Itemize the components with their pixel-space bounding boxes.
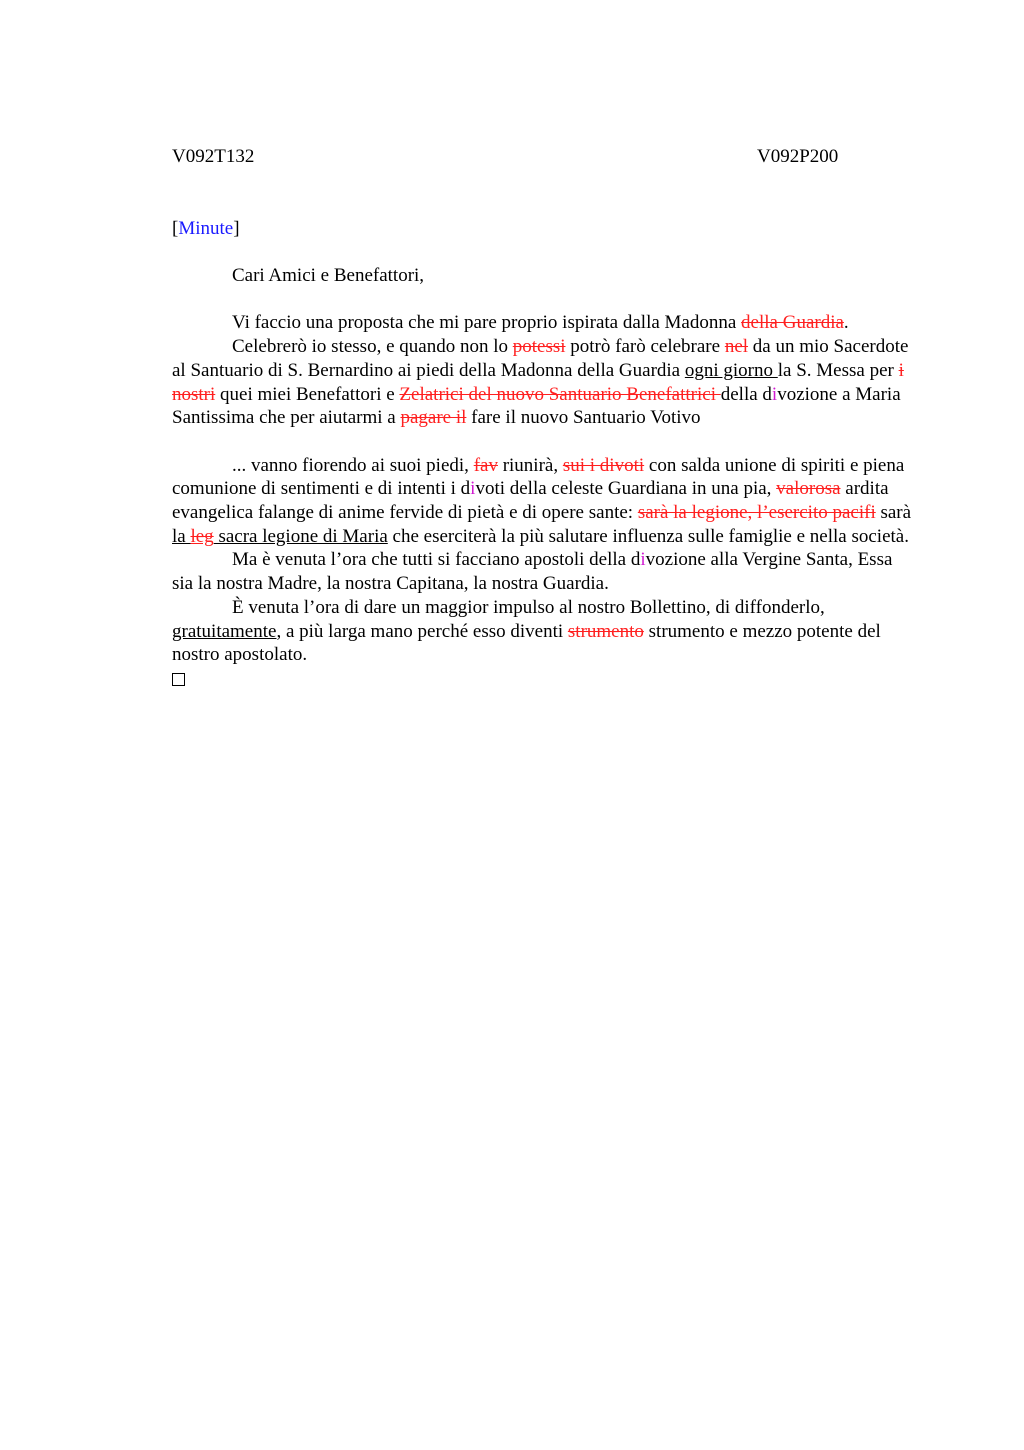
- deleted-text: pagare il: [400, 407, 467, 429]
- inserted-letter: i: [470, 478, 476, 500]
- underlined-text: sacra legione di Maria: [213, 525, 388, 547]
- text-run: ... vanno fiorendo ai suoi piedi,: [232, 454, 474, 476]
- text-run: che eserciterà la più salutare influenza sulle famiglie e nella società.: [387, 525, 909, 547]
- paragraph-4: [172, 548, 917, 595]
- text-run: strumento e mezzo potente del nostro apostolato.: [172, 620, 881, 666]
- end-marker-box: [172, 667, 917, 693]
- paragraph-2: [172, 335, 917, 430]
- underlined-text: gratuitamente: [172, 620, 277, 642]
- text-run: fare il nuovo Santuario Votivo: [466, 407, 701, 429]
- text-run: vozione alla Vergine Santa, Essa sia la nostra Madre, la nostra Capitana, la nostra Guardia.: [172, 549, 893, 595]
- text-run: È venuta l’ora di dare un maggior impulso al nostro Bollettino, di diffonderlo,: [232, 596, 825, 618]
- letter-body: [172, 264, 917, 693]
- deleted-text: valorosa: [776, 478, 841, 500]
- tag-open-bracket: [: [172, 218, 179, 239]
- text-run: voti della celeste Guardiana in una pia,: [475, 478, 777, 500]
- deleted-text: i nostri: [172, 359, 904, 405]
- inserted-letter: i: [640, 549, 646, 571]
- text-run: Vi faccio una proposta che mi pare proprio ispirata dalla Madonna: [232, 312, 742, 334]
- underlined-text: la: [172, 525, 191, 547]
- paragraph-1: [172, 311, 917, 335]
- tag-label: Minute: [178, 218, 234, 239]
- text-run: con salda unione di spiriti e piena comunione di sentimenti e di intenti i d: [172, 454, 905, 500]
- text-run: .: [843, 312, 849, 334]
- text-run: Celebrerò io stesso, e quando non lo: [232, 336, 513, 358]
- deleted-text: leg: [190, 525, 214, 547]
- minute-tag: [172, 218, 240, 240]
- inserted-letter: i: [771, 383, 778, 405]
- text-run: la S. Messa per: [777, 359, 899, 381]
- deleted-text: Zelatrici del nuovo Santuario Benefattrici: [399, 383, 721, 405]
- paragraph-5: [172, 596, 917, 667]
- text-run: da un mio Sacerdote al Santuario di S. Bernardino ai piedi della Madonna della Guardia: [172, 336, 909, 381]
- text-run: Ma è venuta l’ora che tutti si facciano apostoli della d: [232, 549, 641, 571]
- text-run: riunirà,: [497, 454, 563, 476]
- paragraph-3: [172, 454, 917, 549]
- deleted-text: strumento: [567, 620, 644, 642]
- text-run: sarà: [875, 502, 912, 523]
- document-ref-left: V092T132: [172, 146, 255, 167]
- deleted-text: sarà la legione, l’esercito pacifi: [637, 502, 876, 523]
- document-ref-right: V092P200: [757, 146, 839, 167]
- deleted-text: sui i divoti: [562, 454, 645, 476]
- text-run: della d: [720, 383, 772, 405]
- greeting: Cari Amici e Benefattori,: [232, 265, 425, 286]
- deleted-text: nel: [724, 336, 749, 358]
- text-run: potrò farò celebrare: [565, 336, 725, 358]
- deleted-text: potessi: [512, 336, 566, 358]
- deleted-text: della Guardia: [741, 312, 844, 334]
- deleted-text: fav: [473, 454, 498, 476]
- tag-close-bracket: ]: [233, 218, 240, 239]
- text-run: quei miei Benefattori e: [215, 383, 400, 405]
- text-run: , a più larga mano perché esso diventi: [276, 620, 568, 642]
- text-run: ardita evangelica falange di anime fervide di pietà e di opere sante:: [172, 478, 889, 523]
- empty-square-icon: [172, 673, 185, 686]
- text-run: vozione a Maria Santissima che per aiutarmi a: [172, 383, 901, 429]
- underlined-text: ogni giorno: [684, 359, 778, 381]
